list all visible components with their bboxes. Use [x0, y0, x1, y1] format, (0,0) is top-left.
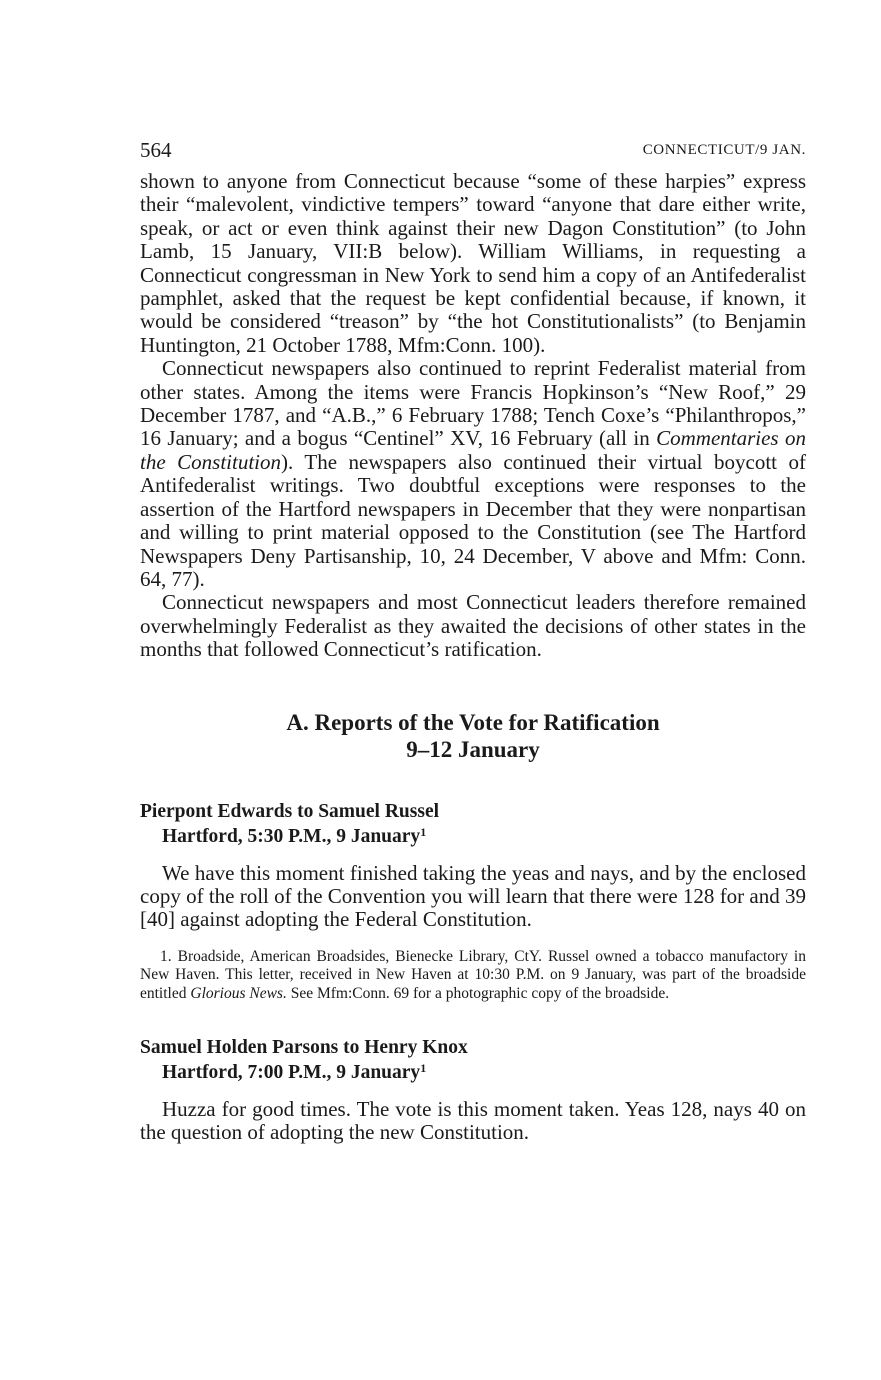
letter-text: We have this moment finished taking the yeas and nays, and by the enclosed copy of the roll of the Convention you will learn that there were 128 for and 39 [40] against adopting the Federal Constitution.	[140, 860, 806, 932]
footnote-part: See Mfm:Conn. 69 for a photographic copy of the broadside.	[286, 984, 670, 1002]
body-text	[140, 170, 806, 662]
letter-dateline	[140, 824, 806, 849]
document-page	[140, 130, 806, 1144]
letter-correspondents: Pierpont Edwards to Samuel Russel	[140, 800, 440, 822]
letter-body	[140, 1098, 806, 1145]
section-heading-dates: 9–12 January	[406, 736, 540, 762]
footnote-mark: 1	[420, 1060, 427, 1075]
footnote-mark: 1	[420, 824, 427, 839]
section-heading-title: A. Reports of the Vote for Ratification	[286, 709, 660, 735]
body-paragraph	[140, 357, 806, 591]
body-paragraph: shown to anyone from Connecticut because “some of these harpies” express their “malevolent, vindictive tempers” toward “anyone that dare either write, speak, or act or even think against their new Dagon Constitution” (to John Lamb, 15 January, VII:B below). William Williams, in requesting a Connecticut congressman in New York to send him a copy of an Antifederalist pamphlet, asked that the request be kept confidential because, if known, it would be considered “treason” by “the hot Constitutionalists” (to Benjamin Huntington, 21 October 1788, Mfm:Conn. 100).	[140, 169, 806, 357]
letter-body	[140, 862, 806, 932]
section-heading	[140, 709, 806, 763]
letter-heading	[140, 799, 806, 849]
letter-text: Huzza for good times. The vote is this moment taken. Yeas 128, nays 40 on the question of adopting the new Constitution.	[140, 1096, 806, 1144]
footnote-italic: Glorious News.	[190, 984, 287, 1002]
footnote-text	[140, 948, 806, 1004]
page-number: 564	[140, 138, 172, 162]
running-title: CONNECTICUT/9 JAN.	[642, 142, 806, 158]
letter-correspondents: Samuel Holden Parsons to Henry Knox	[140, 1036, 468, 1058]
letter-heading	[140, 1035, 806, 1085]
dateline-text: Hartford, 5:30 P.M., 9 January	[162, 825, 421, 847]
footnote-part: 1. Broadside, American Broadsides, Bienecke Library, CtY. Russel owned a tobacco manufactory in New Haven. This letter, received in New Haven at 10:30 P.M. on 9 January, was part of the broadside entitled	[140, 947, 806, 1002]
dateline-text: Hartford, 7:00 P.M., 9 January	[162, 1061, 421, 1083]
running-head	[140, 130, 806, 170]
paragraph-text: Connecticut newspapers also continued to reprint Federalist material from other states. Among the items were Francis Hopkinson’s “New Roof,” 29 December 1787, and “A.B.,” 6 February 1788; Tench Coxe’s “Philanthropos,” 16 January; and a bogus “Centinel” XV, 16 February (all in	[140, 356, 806, 451]
footnote	[140, 948, 806, 1004]
italic-title: Commentaries on the Constitution	[140, 426, 806, 474]
paragraph-text: ). The newspapers also continued their virtual boycott of Antifederalist writings. Two doubtful exceptions were responses to the assertion of the Hartford newspapers in December that they were nonpartisan and willing to print material opposed to the Constitution (see The Hartford Newspapers Deny Partisanship, 10, 24 December, V above and Mfm: Conn. 64, 77).	[140, 449, 806, 591]
letter-dateline	[140, 1060, 806, 1085]
body-paragraph: Connecticut newspapers and most Connecticut leaders therefore remained overwhelmingly Federalist as they awaited the decisions of other states in the months that followed Connecticut’s ratification.	[140, 590, 806, 662]
